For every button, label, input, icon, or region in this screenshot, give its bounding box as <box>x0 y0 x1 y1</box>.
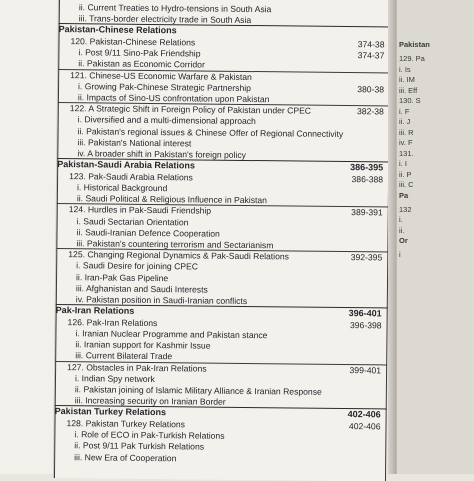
entry-title: iv. A broader shift in Pakistan's foreign policy <box>77 148 247 160</box>
entry-title: Pak-Iran Relations <box>55 305 135 317</box>
entry-title: 128. Pakistan Turkey Relations <box>66 418 186 430</box>
entry-title: i. Growing Pak-Chinese Strategic Partnership <box>78 81 252 93</box>
toc-entry <box>56 271 388 283</box>
entry-title: iv. Pakistan position in Saudi-Iranian conflicts <box>75 294 248 306</box>
entry-title: i. Role of ECO in Pak-Turkish Relations <box>74 429 225 441</box>
entry-page: 396-401 <box>348 308 382 319</box>
next-page-line: 129. Pa <box>399 54 425 63</box>
next-page-line: iii. C <box>399 180 414 189</box>
entry-title: ii. Saudi Political & Religious Influence in Pakistan <box>76 193 268 206</box>
next-page-line: 131. <box>399 148 414 158</box>
entry-page: 386-388 <box>351 173 384 185</box>
toc-entry <box>56 316 388 331</box>
entry-title: Pakistan-Chinese Relations <box>58 24 177 36</box>
next-page-line: ii. IM <box>399 75 415 84</box>
toc-entry <box>57 215 389 227</box>
entry-title: i. Diversified and a multi-dimensional approach <box>77 114 256 127</box>
entry-title: Pakistan-Saudi Arabia Relations <box>57 159 196 171</box>
entry-title: i. Indian Spy network <box>74 372 155 384</box>
entry-page: 389-391 <box>351 207 383 218</box>
entry-page: 392-395 <box>350 252 383 263</box>
entry-title: ii. Iran-Pak Gas Pipeline <box>76 271 169 283</box>
next-page-line: iv. F <box>399 138 413 147</box>
entry-title: ii. Pakistan's regional issues & Chinese Offer of Regional Connectivity <box>77 125 344 139</box>
toc-entry <box>56 283 388 295</box>
entry-page: 396-398 <box>349 319 382 331</box>
next-page-line: iii. R <box>399 127 414 137</box>
entry-page: 380-38 <box>357 83 385 95</box>
entry-title: iii. New Era of Cooperation <box>74 451 177 463</box>
toc-entry <box>58 58 390 70</box>
entry-title: i. Post 9/11 Sino-Pak Friendship <box>78 47 201 59</box>
entry-title: Pakistan Turkey Relations <box>54 406 167 418</box>
entry-title: 122. A Strategic Shift in Foreign Policy of Pakistan under CPEC <box>69 103 312 116</box>
entry-title: i. Saudi Desire for joining CPEC <box>76 260 199 272</box>
entry-title: iii. Trans-border electricity trade in South Asia <box>78 13 252 26</box>
toc-entry <box>55 418 387 432</box>
next-page-line: 130. S <box>399 96 421 105</box>
entry-title: iii. Current Bilateral Trade <box>75 350 173 362</box>
toc-entry <box>57 170 389 185</box>
toc-entry <box>57 193 389 206</box>
next-page-line: i. Is <box>399 64 411 74</box>
entry-title: 126. Pak-Iran Relations <box>67 316 158 328</box>
entry-title: iii. Increasing security on Iranian Border <box>74 395 226 407</box>
toc-entry <box>57 148 389 160</box>
next-page-line: 132 <box>399 204 412 214</box>
entry-title: ii. Iranian support for Kashmir Issue <box>75 339 211 351</box>
next-page <box>396 0 474 474</box>
next-page-line: ii. J <box>399 117 411 126</box>
entry-title: ii. Current Treaties to Hydro-tensions in South Asia <box>78 2 272 15</box>
left-margin <box>0 0 58 474</box>
entry-page: 386-395 <box>350 162 384 173</box>
toc-entry <box>55 350 387 362</box>
toc-entry <box>55 384 387 397</box>
entry-title: iii. Pakistan's countering terrorism and Sectarianism <box>76 238 274 251</box>
entry-title: 120. Pakistan-Chinese Relations <box>70 36 196 48</box>
entry-title: iii. Afghanistan and Saudi Interests <box>75 283 208 295</box>
next-page-line: i. <box>399 215 403 224</box>
toc-entry <box>56 238 388 251</box>
next-page-line: Pakistan <box>399 40 430 49</box>
entry-page: 399-401 <box>349 364 382 375</box>
entry-title: ii. Pakistan as Economic Corridor <box>78 58 205 70</box>
entry-title: ii. Pakistan joining of Islamic Military Alliance & Iranian Response <box>74 384 322 397</box>
next-page-line: Pa <box>399 190 409 200</box>
toc-entry <box>54 451 386 463</box>
entry-page: 382-38 <box>356 106 384 117</box>
next-page-line: iii. Eff <box>399 85 418 95</box>
toc-entry <box>59 2 391 15</box>
toc-entry <box>55 372 387 384</box>
toc-entry <box>56 328 388 341</box>
next-page-line: i <box>399 250 401 259</box>
entry-title: 125. Changing Regional Dynamics & Pak-Saudi Relations <box>68 249 290 262</box>
toc-entry <box>59 36 391 50</box>
entry-page: 402-406 <box>348 421 381 432</box>
entry-title: 121. Chinese-US Economic Warfare & Pakistan <box>70 69 252 82</box>
next-page-line: Or <box>399 236 408 245</box>
entry-title: 127. Obstacles in Pak-Iran Relations <box>67 361 207 374</box>
toc-entry <box>57 227 389 239</box>
entry-title: i. Historical Background <box>76 182 168 194</box>
entry-title: ii. Impacts of Sino-US confrontation upon Pakistan <box>77 92 270 105</box>
next-page-line: ii. P <box>399 169 412 179</box>
entry-page: 402-406 <box>347 409 381 420</box>
toc-entry <box>58 47 390 61</box>
toc-entry <box>56 294 388 306</box>
toc-entry <box>54 429 386 441</box>
entry-title: ii. Saudi-Iranian Defence Cooperation <box>76 227 220 239</box>
next-page-line: ii. <box>399 225 405 235</box>
entry-page: 374-38 <box>357 39 385 50</box>
toc-entry <box>57 182 389 194</box>
entry-page: 374-37 <box>357 50 385 61</box>
entry-title: 123. Pak-Saudi Arabia Relations <box>69 170 193 183</box>
entry-title: ii. Post 9/11 Pak Turkish Relations <box>74 440 205 452</box>
entry-title: i. Iranian Nuclear Programme and Pakistan stance <box>75 328 268 341</box>
entry-title: i. Saudi Sectarian Orientation <box>76 215 189 227</box>
next-page-line: i. I <box>399 159 407 168</box>
entry-title: 124. Hurdles in Pak-Saudi Friendship <box>68 204 212 217</box>
entry-title: iii. Pakistan's National interest <box>77 137 192 149</box>
next-page-line: i. F <box>399 106 410 116</box>
toc-page <box>53 0 391 481</box>
